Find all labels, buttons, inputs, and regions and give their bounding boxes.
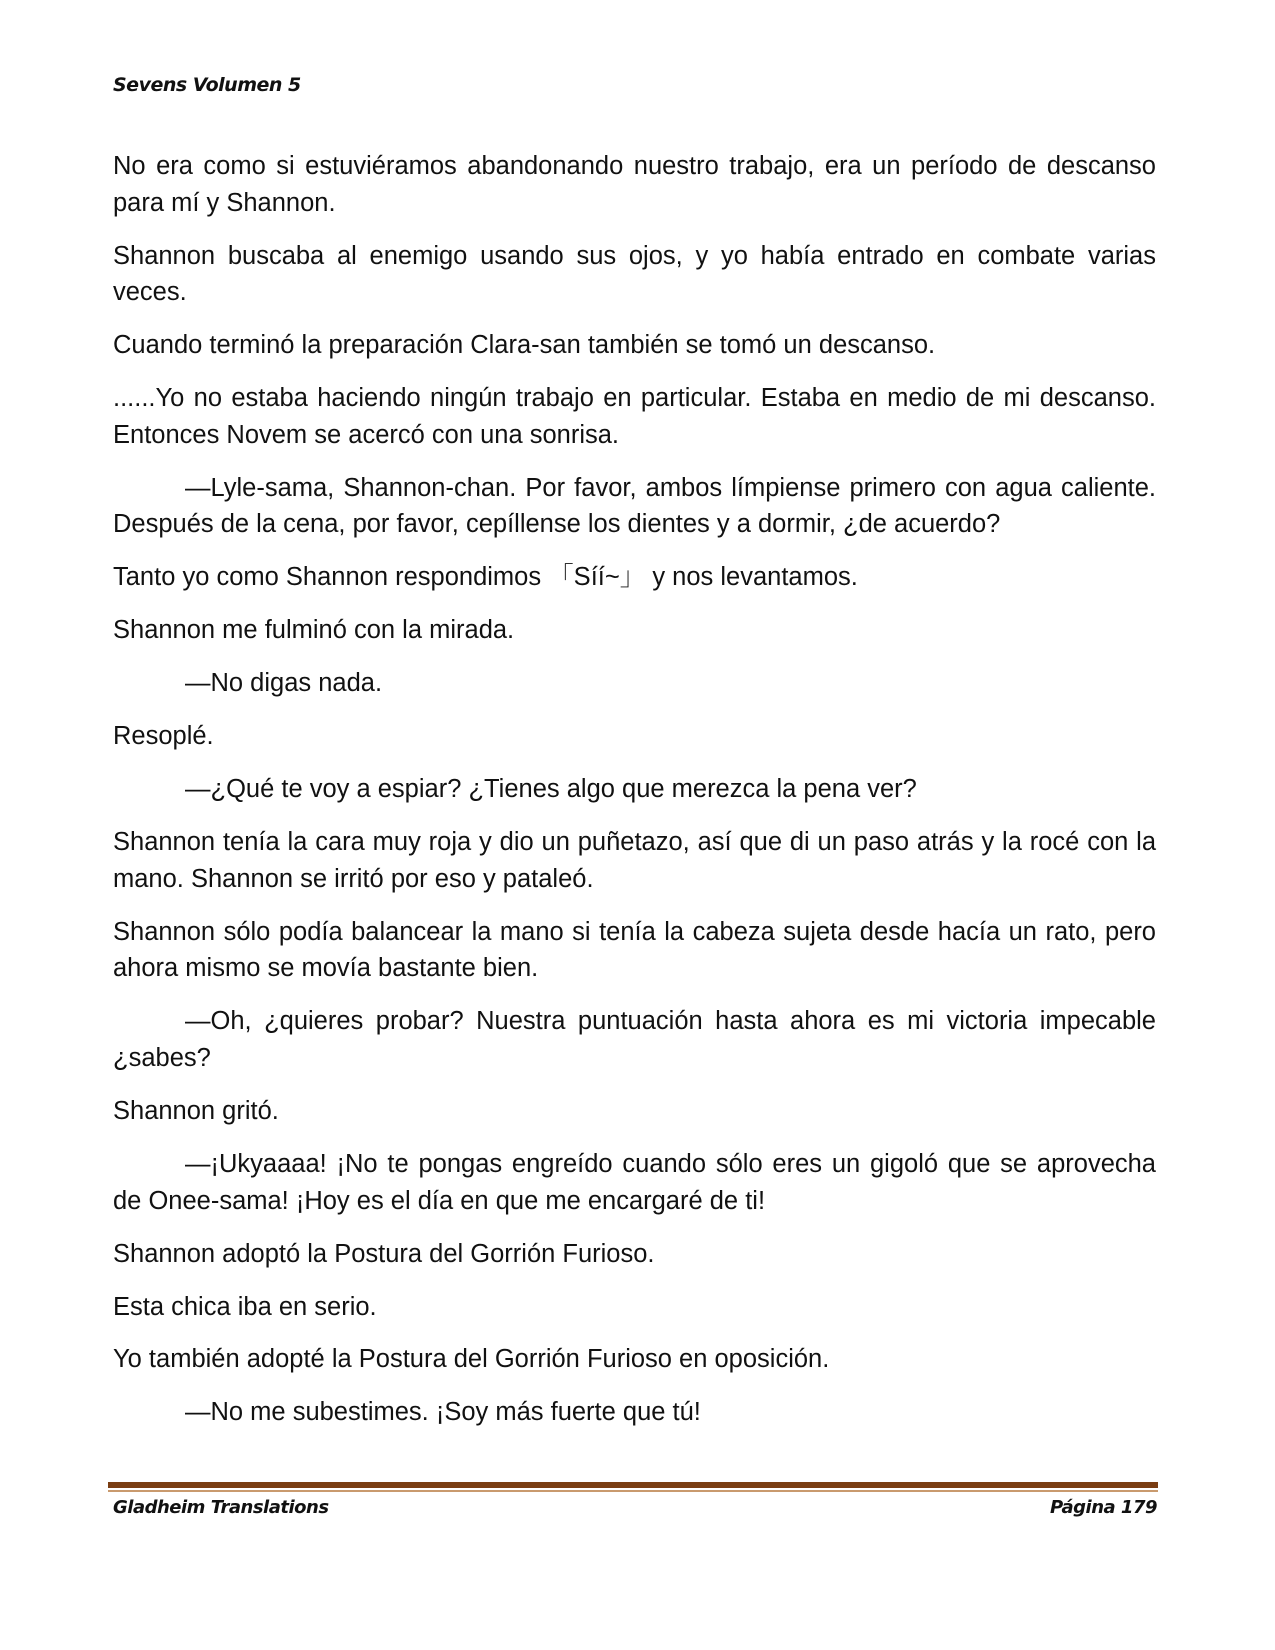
dialogue-paragraph: —No digas nada. (185, 669, 383, 698)
dialogue-paragraph: —Lyle-sama, Shannon-chan. Por favor, ambos límpiense primero con agua caliente. Después de la cena, por favor, cepíllense los dientes y a dormir, ¿de acuerdo? (113, 473, 1156, 539)
dialogue-paragraph: —¡Ukyaaaa! ¡No te pongas engreído cuando sólo eres un gigoló que se aprovecha de Onee-sama! ¡Hoy es el día en que me encargaré de ti! (113, 1149, 1156, 1215)
dialogue-paragraph: —Oh, ¿quieres probar? Nuestra puntuación hasta ahora es mi victoria impecable ¿sabes? (113, 1007, 1156, 1072)
paragraph: ......Yo no estaba haciendo ningún trabajo en particular. Estaba en medio de mi descanso. Entonces Novem se acercó con una sonrisa. (113, 384, 1156, 449)
paragraph: Shannon tenía la cara muy roja y dio un puñetazo, así que di un paso atrás y la rocé con la mano. Shannon se irritó por eso y pataleó. (113, 828, 1156, 893)
page-number: Página 179 (1049, 1497, 1157, 1518)
paragraph: Yo también adopté la Postura del Gorrión Furioso en oposición. (113, 1345, 830, 1374)
paragraph: Shannon me fulminó con la mirada. (113, 616, 515, 645)
footer-rule (108, 1482, 1158, 1488)
running-header: Sevens Volumen 5 (113, 74, 301, 96)
page-body (113, 148, 1156, 1447)
paragraph: Esta chica iba en serio. (113, 1292, 377, 1321)
paragraph: Shannon adoptó la Postura del Gorrión Furioso. (113, 1239, 655, 1268)
paragraph: Resoplé. (113, 722, 214, 751)
paragraph: Cuando terminó la preparación Clara-san también se tomó un descanso. (113, 331, 936, 360)
paragraph: Tanto yo como Shannon respondimos 「Síí~」 y nos levantamos. (113, 563, 858, 592)
paragraph: Shannon buscaba al enemigo usando sus ojos, y yo había entrado en combate varias veces. (113, 241, 1156, 307)
footer-publisher: Gladheim Translations (113, 1497, 329, 1518)
paragraph: Shannon gritó. (113, 1096, 279, 1125)
footer-rule-accent (108, 1490, 1158, 1492)
paragraph: Shannon sólo podía balancear la mano si tenía la cabeza sujeta desde hacía un rato, pero ahora mismo se movía bastante bien. (113, 917, 1156, 983)
dialogue-paragraph: —No me subestimes. ¡Soy más fuerte que tú! (185, 1398, 701, 1427)
dialogue-paragraph: —¿Qué te voy a espiar? ¿Tienes algo que merezca la pena ver? (185, 775, 917, 804)
paragraph: No era como si estuviéramos abandonando nuestro trabajo, era un período de descanso para mí y Shannon. (113, 152, 1156, 217)
